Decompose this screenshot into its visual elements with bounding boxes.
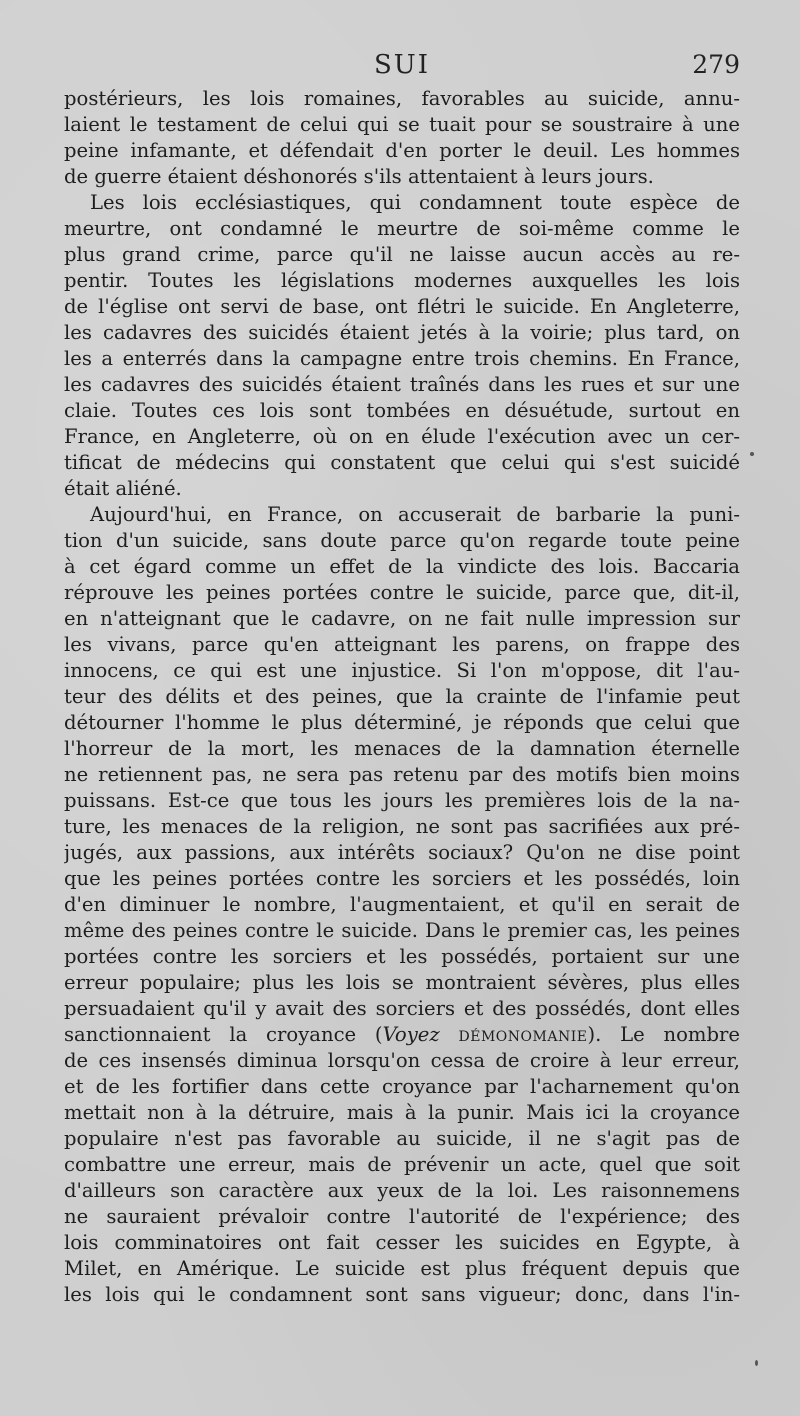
text-line: meurtre, ont condamné le meurtre de soi-même comme le xyxy=(64,217,740,240)
paragraph-first-line: Les lois ecclésiastiques, qui condamnent toute espèce de xyxy=(90,191,740,214)
text-line: erreur populaire; plus les lois se montraient sévères, plus elles xyxy=(64,971,740,994)
paragraph-first-line: Aujourd'hui, en France, on accuserait de barbarie la puni- xyxy=(90,503,740,526)
text-line: Milet, en Amérique. Le suicide est plus fréquent depuis que xyxy=(64,1257,740,1280)
text-line: réprouve les peines portées contre le suicide, parce que, dit-il, xyxy=(64,581,740,604)
text-line: teur des délits et des peines, que la crainte de l'infamie peut xyxy=(64,685,740,708)
text-line: ture, les menaces de la religion, ne sont pas sacrifiées aux pré- xyxy=(64,815,740,838)
running-head-title: SUI xyxy=(374,50,430,80)
text-line: d'ailleurs son caractère aux yeux de la loi. Les raisonnemens xyxy=(64,1179,740,1202)
text-line: détourner l'homme le plus déterminé, je réponds que celui que xyxy=(64,711,740,734)
text-line: et de les fortifier dans cette croyance par l'acharnement qu'on xyxy=(64,1075,740,1098)
text-line: tion d'un suicide, sans doute parce qu'on regarde toute peine xyxy=(64,529,740,552)
text-line: peine infamante, et défendait d'en porter le deuil. Les hommes xyxy=(64,139,740,162)
text-line: à cet égard comme un effet de la vindicte des lois. Baccaria xyxy=(64,555,740,578)
body-text xyxy=(64,86,740,1308)
text-line: que les peines portées contre les sorciers et les possédés, loin xyxy=(64,867,740,890)
text-line: de guerre étaient déshonorés s'ils attentaient à leurs jours. xyxy=(64,165,654,188)
text-line: postérieurs, les lois romaines, favorables au suicide, annu- xyxy=(64,87,740,110)
running-head xyxy=(64,50,740,80)
text-line-crossref xyxy=(64,1022,740,1048)
crossref-see: Voyez xyxy=(382,1023,440,1046)
text-line: innocens, ce qui est une injustice. Si l'on m'oppose, dit l'au- xyxy=(64,659,740,682)
text-line: de l'église ont servi de base, ont flétri le suicide. En Angleterre, xyxy=(64,295,740,318)
text-line: puissans. Est-ce que tous les jours les premières lois de la na- xyxy=(64,789,740,812)
ink-speck xyxy=(750,452,754,456)
crossref-lead: sanctionnaient la croyance ( xyxy=(64,1023,383,1046)
text-line: portées contre les sorciers et les possédés, portaient sur une xyxy=(64,945,740,968)
text-line: populaire n'est pas favorable au suicide, il ne s'agit pas de xyxy=(64,1127,740,1150)
text-line: laient le testament de celui qui se tuait pour se soustraire à une xyxy=(64,113,740,136)
text-line: France, en Angleterre, où on en élude l'exécution avec un cer- xyxy=(64,425,740,448)
crossref-tail: ). Le nombre xyxy=(587,1023,740,1046)
text-line: ne sauraient prévaloir contre l'autorité de l'expérience; des xyxy=(64,1205,740,1228)
text-line: de ces insensés diminua lorsqu'on cessa de croire à leur erreur, xyxy=(64,1049,740,1072)
text-line: les lois qui le condamnent sont sans vigueur; donc, dans l'in- xyxy=(64,1283,740,1306)
text-line: les cadavres des suicidés étaient jetés à la voirie; plus tard, on xyxy=(64,321,740,344)
text-line: les vivans, parce qu'en atteignant les parens, on frappe des xyxy=(64,633,740,656)
text-line: les a enterrés dans la campagne entre trois chemins. En France, xyxy=(64,347,740,370)
text-line: pentir. Toutes les législations modernes auxquelles les lois xyxy=(64,269,740,292)
text-line: d'en diminuer le nombre, l'augmentaient, et qu'il en serait de xyxy=(64,893,740,916)
text-line: combattre une erreur, mais de prévenir un acte, quel que soit xyxy=(64,1153,740,1176)
text-line: les cadavres des suicidés étaient traînés dans les rues et sur une xyxy=(64,373,740,396)
text-line: persuadaient qu'il y avait des sorciers et des possédés, dont elles xyxy=(64,997,740,1020)
text-line: lois comminatoires ont fait cesser les suicides en Egypte, à xyxy=(64,1231,740,1254)
text-line: jugés, aux passions, aux intérêts sociaux? Qu'on ne dise point xyxy=(64,841,740,864)
text-line: claie. Toutes ces lois sont tombées en désuétude, surtout en xyxy=(64,399,740,422)
page-number: 279 xyxy=(692,50,740,79)
text-line: tificat de médecins qui constatent que celui qui s'est suicidé xyxy=(64,451,740,474)
text-line: ne retiennent pas, ne sera pas retenu par des motifs bien moins xyxy=(64,763,740,786)
ink-speck xyxy=(755,1360,758,1366)
text-line: l'horreur de la mort, les menaces de la damnation éternelle xyxy=(64,737,740,760)
text-line: plus grand crime, parce qu'il ne laisse aucun accès au re- xyxy=(64,243,740,266)
text-line: mettait non à la détruire, mais à la punir. Mais ici la croyance xyxy=(64,1101,740,1124)
text-line: était aliéné. xyxy=(64,477,182,500)
text-line: même des peines contre le suicide. Dans le premier cas, les peines xyxy=(64,919,740,942)
text-line: en n'atteignant que le cadavre, on ne fait nulle impression sur xyxy=(64,607,740,630)
crossref-term: DÉMONOMANIE xyxy=(458,1029,588,1045)
